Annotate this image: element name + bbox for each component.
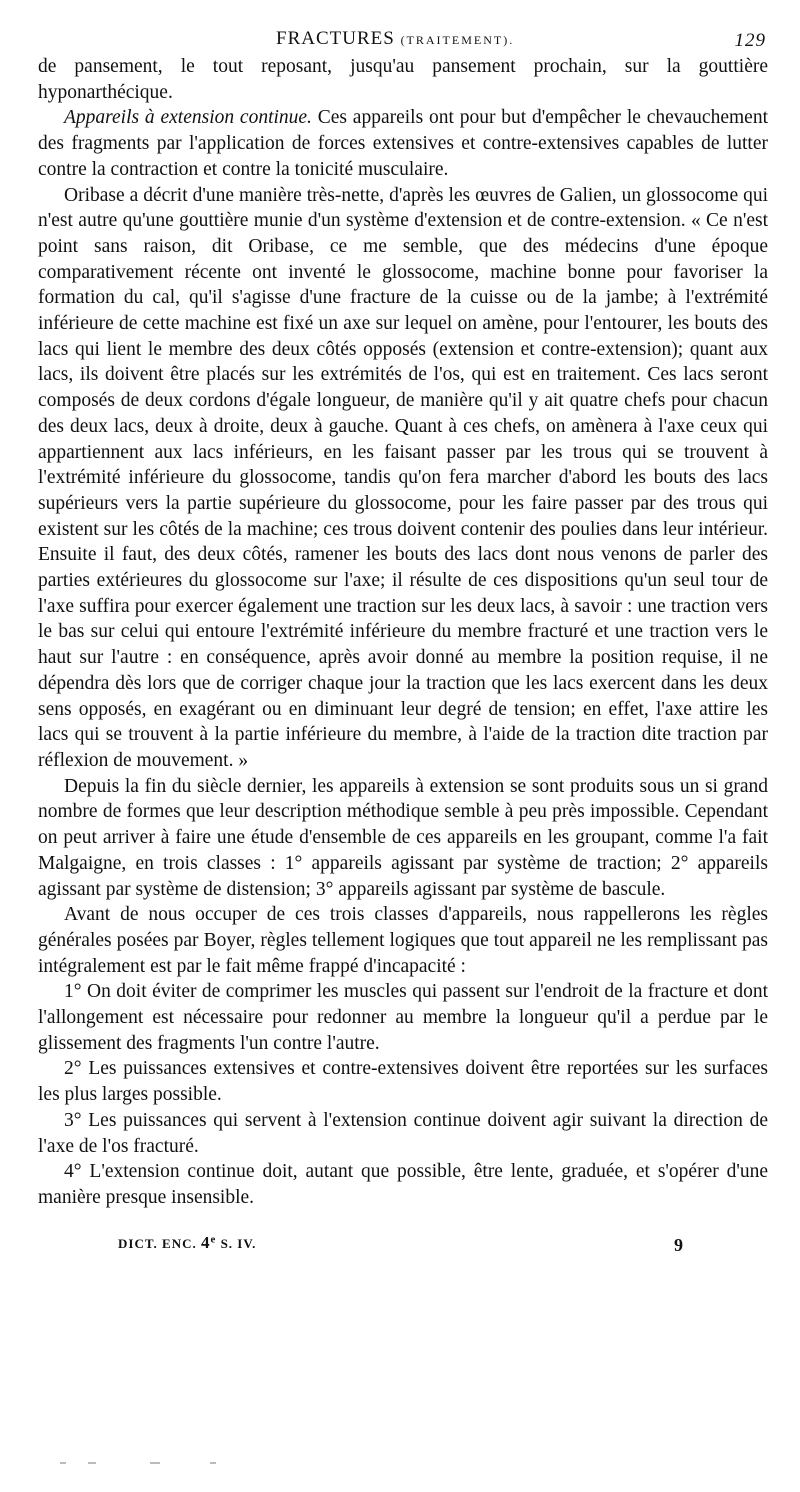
paragraph-appareils-extension bbox=[38, 105, 768, 182]
paragraph-text: de pansement, le tout reposant, jusqu'au pansement prochain, sur la gouttière hyponarthécique. bbox=[38, 56, 768, 103]
paragraph-three-classes bbox=[38, 774, 768, 903]
paragraph-oribase-quote bbox=[38, 183, 768, 774]
book-page bbox=[38, 28, 768, 1269]
paragraph-text: Avant de nous occuper de ces trois classes d'appareils, nous rappellerons les règles générales posées par Boyer, règles tellement logiques que tout appareil ne les remplissant pas intégralement est par le fait même frappé d'incapacité : bbox=[38, 904, 768, 977]
scan-smudges bbox=[60, 1462, 260, 1466]
paragraph-text: 2° Les puissances extensives et contre-extensives doivent être reportées sur les surfaces les plus larges possible. bbox=[38, 1058, 768, 1106]
rule-item-3 bbox=[38, 1108, 768, 1159]
page-footer bbox=[38, 1229, 768, 1269]
paragraph-text: 3° Les puissances qui servent à l'extension continue doivent agir suivant la direction de l'axe de l'os fracturé. bbox=[38, 1109, 768, 1157]
scan-smudge bbox=[60, 1462, 66, 1464]
paragraph-text: Oribase a décrit d'une manière très-nette, d'après les œuvres de Galien, un glossocome qui n'est autre qu'une gouttière munie d'un système d'extension et de contre-extension. « Ce n'est point sans raison, dit Oribase, ce me semble, que des médecins d'une époque comparativement récente ont inventé le glossocome, machine bonne pour favoriser la formation du cal, qu'il s'agisse d'une fracture de la cuisse ou de la jambe; à l'extrémité inférieure de cette machine est fixé un axe sur lequel on amène, pour l'entourer, les bouts des lacs qui lient le membre des deux côtés opposés (extension et contre-extension); quant aux lacs, ils doivent être placés sur les extrémités de l'os, qui est en traitement. Ces lacs seront composés de deux cordons d'égale longueur, de manière qu'il y ait quatre chefs pour chacun des deux lacs, deux à droite, deux à gauche. Quant à ces chefs, on amènera à l'axe ceux qui appartiennent aux lacs inférieurs, en les faisant passer par les trous qui se trouvent à l'extrémité inférieure du glossocome, tandis qu'on fera marcher d'abord les bouts des lacs supérieurs vers la partie supérieure du glossocome, pour les faire passer par des trous qui existent sur les côtés de la machine; ces trous doivent contenir des poulies dans leur intérieur. Ensuite il faut, des deux côtés, ramener les bouts des lacs dont nous venons de parler des parties extérieures du glossocome sur l'axe; il résulte de ces dispositions qu'un seul tour de l'axe suffira pour exercer également une traction sur les deux lacs, à savoir : une traction vers le bas sur celui qui entoure l'extrémité inférieure du membre fracturé et une traction vers le haut sur l'autre : en conséquence, après avoir donné au membre la position requise, il ne dépendra dès lors que de corriger chaque jour la traction que les lacs exercent dans les deux sens opposés, en exagérant ou en diminuant leur degré de tension; en effet, l'axe attire les lacs qui se trouvent à la partie inférieure du membre, à l'aide de la traction dite traction par réflexion de mouvement. » bbox=[38, 184, 768, 771]
page-number: 129 bbox=[734, 30, 766, 51]
signature-title: DICT. ENC. bbox=[118, 1235, 197, 1251]
signature-volume: S. IV. bbox=[220, 1235, 257, 1251]
paragraph-text: 4° L'extension continue doit, autant que possible, être lente, graduée, et s'opérer d'une manière presque insensible. bbox=[38, 1161, 768, 1208]
paragraph-continuation bbox=[38, 54, 768, 105]
rule-item-1 bbox=[38, 979, 768, 1056]
running-title-sub: (TRAITEMENT). bbox=[400, 33, 515, 47]
signature-number: 4 bbox=[201, 1232, 211, 1252]
rule-item-4 bbox=[38, 1159, 768, 1210]
running-head bbox=[38, 28, 768, 54]
scan-smudge bbox=[150, 1462, 160, 1464]
signature-mark bbox=[118, 1233, 256, 1253]
signature-sup: e bbox=[210, 1233, 217, 1246]
paragraph-text: Depuis la fin du siècle dernier, les appareils à extension se sont produits sous un si grand nombre de formes que leur description méthodique semble à peu près impossible. Cependant on peut arriver à faire une étude d'ensemble de ces appareils en les groupant, comme l'a fait Malgaigne, en trois classes : 1° appareils agissant par système de traction; 2° appareils agissant par système de distension; 3° appareils agissant par système de bascule. bbox=[38, 775, 768, 900]
paragraph-text: 1° On doit éviter de comprimer les muscles qui passent sur l'endroit de la fracture et dont l'allongement est nécessaire pour redonner au membre la longueur qu'il a perdue par le glissement des fragments l'un contre l'autre. bbox=[38, 981, 768, 1054]
section-heading: Appareils à extension continue. bbox=[64, 107, 312, 129]
running-title-main: FRACTURES bbox=[276, 28, 395, 49]
running-title bbox=[276, 28, 514, 50]
sheet-number: 9 bbox=[674, 1234, 683, 1255]
paragraph-text: Ces appareils ont pour but d'empêcher le chevauchement des fragments par l'application de forces extensives et contre-extensives capables de lutter contre la contraction et contre la tonicité musculaire. bbox=[38, 107, 768, 180]
scan-smudge bbox=[210, 1462, 216, 1464]
scan-smudge bbox=[88, 1462, 96, 1464]
rule-item-2 bbox=[38, 1056, 768, 1107]
paragraph-boyer-rules bbox=[38, 902, 768, 979]
body-text bbox=[38, 54, 768, 1211]
